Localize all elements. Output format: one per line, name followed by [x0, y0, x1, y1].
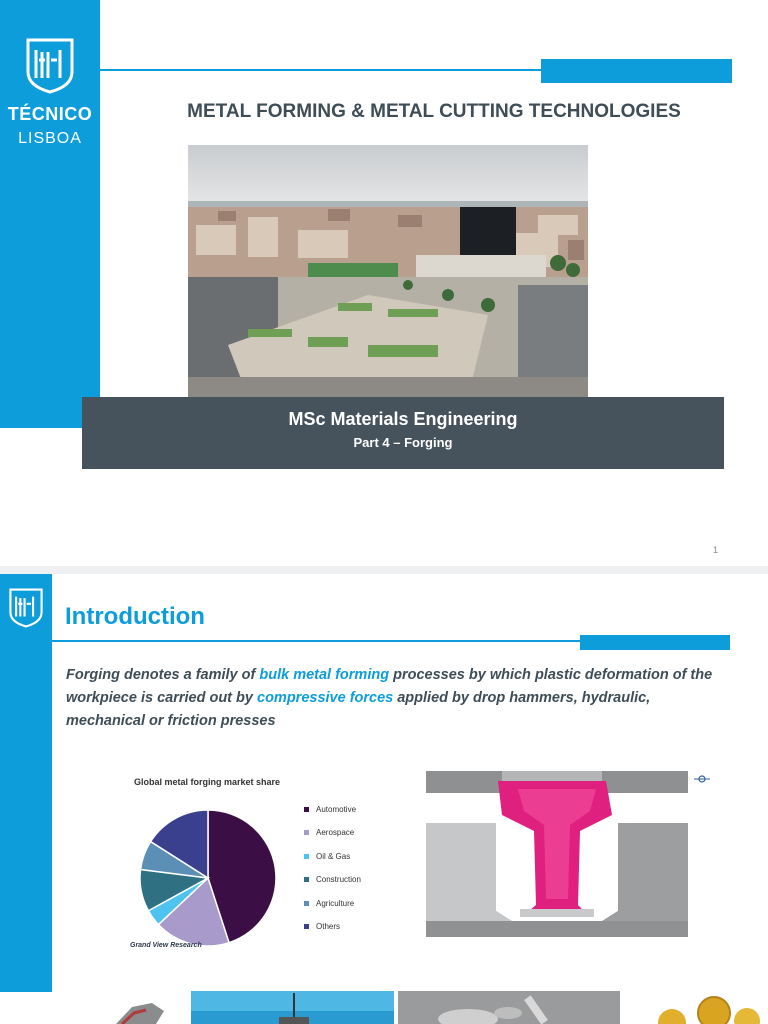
legend-item: [316, 828, 354, 837]
highlight-bulk-metal-forming: bulk metal forming: [259, 667, 390, 683]
forged-part-image: [112, 991, 184, 1024]
brand-sidebar: [0, 574, 52, 992]
legend-label: Automotive: [316, 805, 357, 814]
chart-title: Global metal forging market share: [134, 777, 281, 787]
header-accent-bar: [541, 59, 732, 83]
legend-item: [316, 805, 356, 814]
legend-label: Construction: [316, 875, 361, 885]
chart-source: Grand View Research: [130, 942, 202, 949]
legend-swatch: [304, 877, 309, 882]
legend-item: [316, 899, 354, 908]
course-info-banner: [82, 397, 724, 469]
legend-label: Oil & Gas: [316, 851, 351, 861]
legend-label: Aerospace: [316, 828, 355, 838]
ist-shield-icon: [9, 588, 43, 628]
legend-label: Others: [316, 922, 341, 931]
legend-swatch: [304, 901, 309, 906]
body-text: applied by drop hammers, hydraulic, mechanical or friction presses: [66, 690, 651, 729]
body-text: Forging denotes a family of: [66, 667, 260, 683]
offshore-image: [191, 991, 394, 1024]
legend-swatch: [304, 854, 309, 859]
highlight-compressive-forces: compressive forces: [257, 690, 394, 706]
legend-swatch: [304, 830, 309, 835]
ist-shield-icon: [26, 38, 74, 94]
slide-title: Introduction: [65, 603, 205, 630]
brand-sidebar: [0, 0, 100, 428]
expand-icon[interactable]: [694, 774, 710, 784]
market-share-chart: [128, 771, 384, 951]
logo-city: LISBOA: [18, 130, 82, 147]
legend-item: [316, 852, 350, 861]
definition-paragraph: [66, 664, 726, 733]
body-text: processes by which plastic deformation of the workpiece is carried out by: [66, 667, 713, 706]
page-number: 1: [712, 545, 718, 555]
pie-chart: [128, 771, 384, 951]
forging-die-simulation: [402, 771, 710, 937]
legend-swatch: [304, 924, 309, 929]
part-subtitle: Part 4 – Forging: [353, 435, 453, 450]
forged-parts-image: [398, 991, 620, 1024]
coins-image: [652, 991, 762, 1024]
legend-item: [316, 922, 340, 931]
program-title: MSc Materials Engineering: [288, 409, 518, 429]
header-accent-bar: [580, 635, 730, 650]
introduction-slide: [0, 574, 768, 1024]
course-title: METAL FORMING & METAL CUTTING TECHNOLOGIES: [187, 101, 681, 122]
legend-item: [316, 875, 361, 884]
campus-aerial-photo: [188, 145, 588, 397]
logo-name: TÉCNICO: [7, 104, 93, 124]
legend-label: Agriculture: [316, 898, 355, 908]
legend-swatch: [304, 807, 309, 812]
